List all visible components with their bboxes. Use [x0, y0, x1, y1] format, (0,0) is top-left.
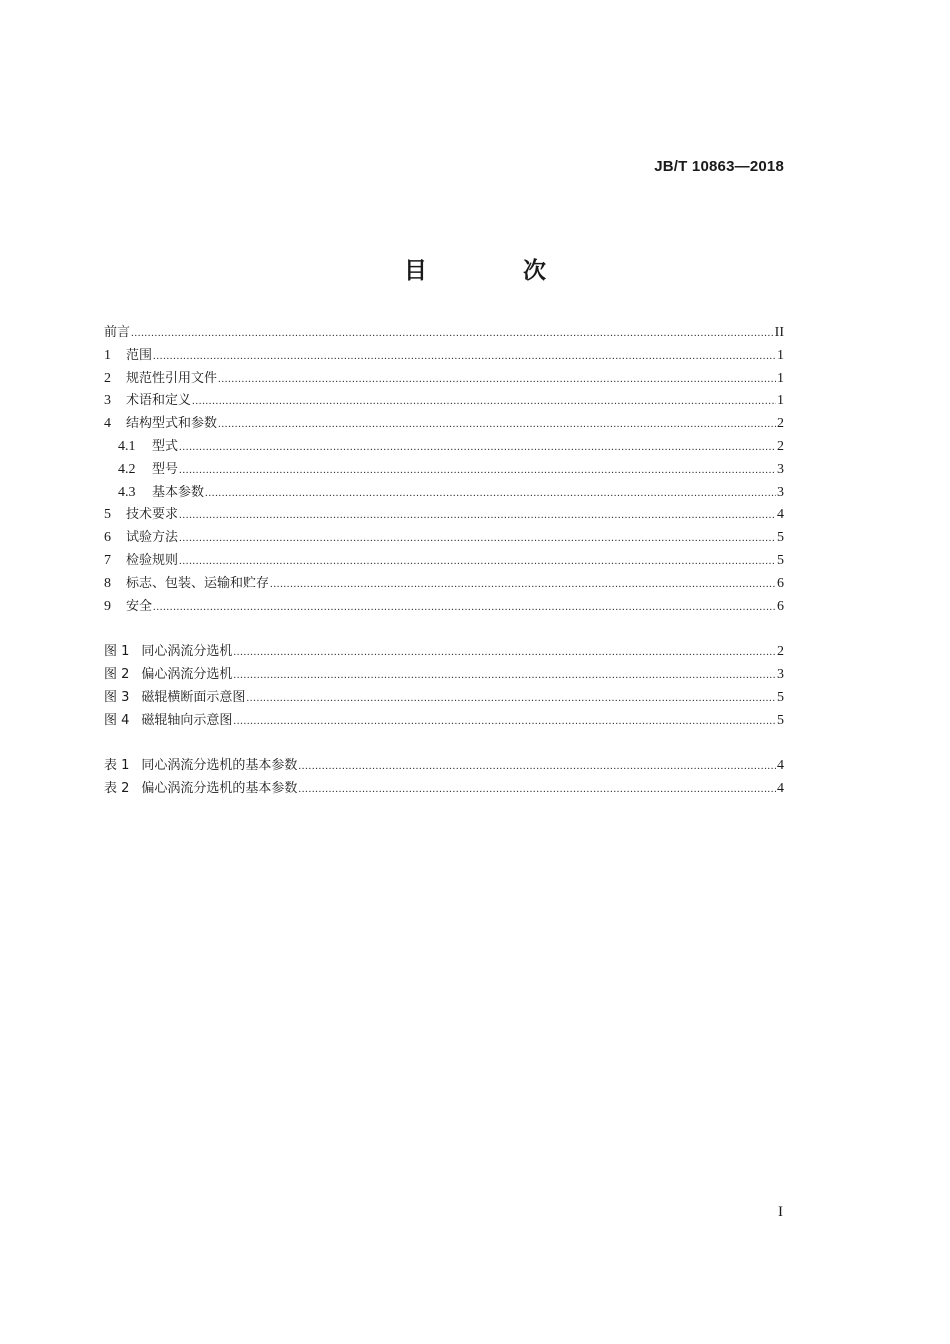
- toc-entry-number: 图 2: [104, 666, 130, 682]
- leader-dots: [179, 436, 776, 459]
- toc-entry-label: 基本参数: [152, 484, 205, 500]
- toc-entry-table-1[interactable]: [104, 755, 784, 778]
- toc-entry-number: 4.1: [118, 438, 136, 454]
- toc-entry-number: 图 1: [104, 644, 130, 660]
- toc-entry-label: 范围: [126, 347, 153, 363]
- toc-entry-figure-2[interactable]: [104, 664, 784, 687]
- leader-dots: [298, 778, 776, 801]
- toc-entry-label: 规范性引用文件: [126, 370, 218, 386]
- page-number: I: [778, 1204, 783, 1220]
- toc-entry-section-4[interactable]: [104, 413, 784, 436]
- leader-dots: [218, 413, 776, 436]
- toc-entry-number: 图 3: [104, 689, 130, 705]
- toc-entry-label: 标志、包装、运输和贮存: [126, 575, 270, 591]
- leader-dots: [233, 664, 776, 687]
- toc-entry-label: 试验方法: [126, 530, 179, 546]
- toc-entry-number: 7: [104, 552, 111, 568]
- toc-entry-number: 3: [104, 393, 111, 409]
- toc-entry-number: 表 1: [104, 758, 130, 774]
- toc-entry-number: 9: [104, 598, 111, 614]
- toc-entry-label: 磁辊横断面示意图: [141, 689, 246, 705]
- toc-entry-page: 2: [777, 416, 784, 432]
- toc-entry-label: 检验规则: [126, 552, 179, 568]
- toc-entry-page: 3: [777, 484, 784, 500]
- toc-entry-figure-1[interactable]: [104, 641, 784, 664]
- toc-entry-section-6[interactable]: [104, 527, 784, 550]
- leader-dots: [179, 527, 776, 550]
- toc-entry-label: 同心涡流分选机: [141, 644, 233, 660]
- leader-dots: [298, 755, 776, 778]
- toc-entry-page: 2: [777, 438, 784, 454]
- toc-entry-page: 3: [777, 666, 784, 682]
- toc-entry-label: 前言: [104, 325, 131, 340]
- leader-dots: [153, 596, 776, 619]
- toc-entry-page: 5: [777, 689, 784, 705]
- toc-entry-page: 1: [777, 347, 784, 363]
- toc-entry-number: 4.2: [118, 461, 136, 477]
- toc-entry-page: 1: [777, 370, 784, 386]
- leader-dots: [131, 322, 774, 345]
- toc-entry-section-5[interactable]: [104, 504, 784, 527]
- toc-title: 目 次: [403, 258, 590, 284]
- toc-entry-table-2[interactable]: [104, 778, 784, 801]
- leader-dots: [233, 641, 776, 664]
- toc-entry-number: 2: [104, 370, 111, 386]
- toc-entry-label: 偏心涡流分选机: [141, 666, 233, 682]
- toc-entry-number: 6: [104, 530, 111, 546]
- toc-entry-page: 4: [777, 758, 784, 774]
- toc-entry-figure-3[interactable]: [104, 687, 784, 710]
- toc-entry-section-9[interactable]: [104, 596, 784, 619]
- toc-entry-number: 图 4: [104, 712, 130, 728]
- leader-dots: [233, 710, 776, 733]
- leader-dots: [179, 459, 776, 482]
- toc-entry-section-4-3[interactable]: [104, 482, 784, 505]
- toc-entry-number: 4.3: [118, 484, 136, 500]
- document-code: JB/T 10863—2018: [654, 158, 784, 175]
- table-of-contents: [104, 322, 784, 801]
- toc-entry-page: 4: [777, 780, 784, 796]
- toc-entry-section-3[interactable]: [104, 390, 784, 413]
- toc-entry-label: 结构型式和参数: [126, 416, 218, 432]
- toc-entry-page: 5: [777, 530, 784, 546]
- leader-dots: [246, 687, 776, 710]
- leader-dots: [205, 482, 776, 505]
- leader-dots: [179, 550, 776, 573]
- leader-dots: [153, 345, 776, 368]
- toc-entry-label: 型号: [152, 461, 179, 477]
- toc-entry-page: 6: [777, 598, 784, 614]
- toc-entry-label: 磁辊轴向示意图: [141, 712, 233, 728]
- toc-entry-page: 6: [777, 575, 784, 591]
- toc-entry-page: II: [774, 325, 784, 340]
- toc-entry-foreword[interactable]: [104, 322, 784, 345]
- toc-entry-number: 4: [104, 416, 111, 432]
- leader-dots: [270, 573, 776, 596]
- toc-entry-section-2[interactable]: [104, 368, 784, 391]
- leader-dots: [192, 390, 776, 413]
- toc-entry-page: 1: [777, 393, 784, 409]
- toc-entry-page: 3: [777, 461, 784, 477]
- toc-entry-section-7[interactable]: [104, 550, 784, 573]
- toc-entry-number: 表 2: [104, 780, 130, 796]
- toc-entry-label: 同心涡流分选机的基本参数: [141, 758, 298, 774]
- toc-entry-label: 术语和定义: [126, 393, 192, 409]
- toc-entry-label: 技术要求: [126, 507, 179, 523]
- toc-entry-number: 5: [104, 507, 111, 523]
- toc-entry-number: 8: [104, 575, 111, 591]
- toc-entry-section-1[interactable]: [104, 345, 784, 368]
- toc-entry-figure-4[interactable]: [104, 710, 784, 733]
- toc-entry-page: 5: [777, 712, 784, 728]
- toc-entry-page: 2: [777, 644, 784, 660]
- toc-entry-page: 5: [777, 552, 784, 568]
- toc-entry-label: 偏心涡流分选机的基本参数: [141, 780, 298, 796]
- toc-entry-label: 型式: [152, 438, 179, 454]
- toc-entry-label: 安全: [126, 598, 153, 614]
- toc-entry-number: 1: [104, 347, 111, 363]
- toc-entry-page: 4: [777, 507, 784, 523]
- leader-dots: [179, 504, 776, 527]
- toc-entry-section-4-2[interactable]: [104, 459, 784, 482]
- leader-dots: [218, 368, 776, 391]
- toc-entry-section-4-1[interactable]: [104, 436, 784, 459]
- toc-entry-section-8[interactable]: [104, 573, 784, 596]
